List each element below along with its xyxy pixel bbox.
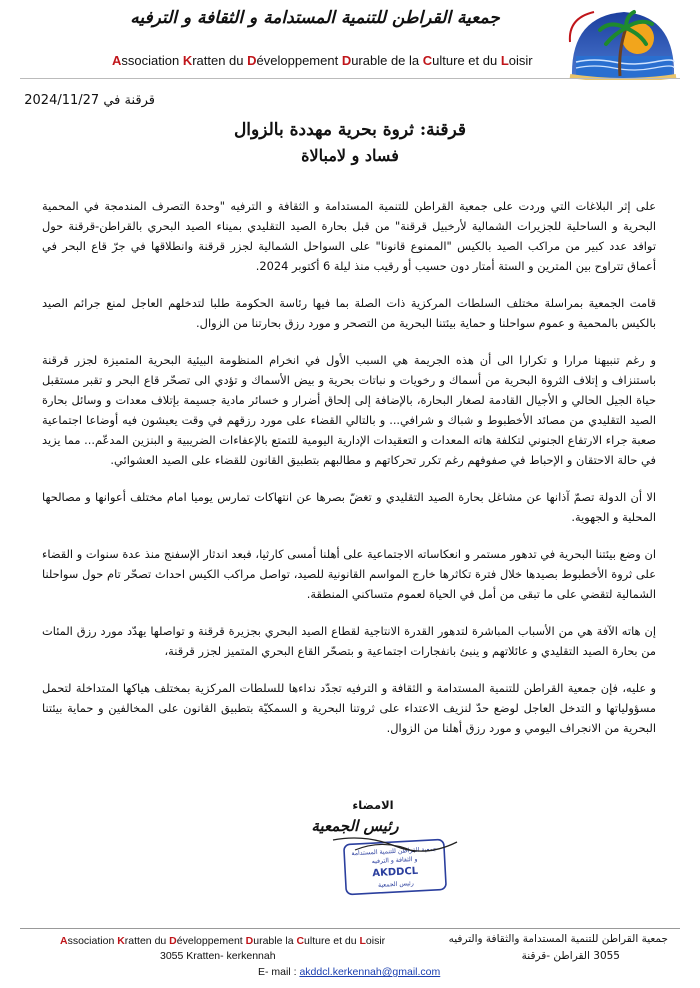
- fr-name-part: Association: [60, 935, 118, 947]
- president-signature: رئيس الجمعية: [311, 817, 399, 835]
- palm-tree-sun-sea-logo-icon: [564, 6, 682, 80]
- fr-name-part: Développement: [247, 53, 342, 68]
- letter-date: قرقنة في 2024/11/27: [24, 93, 155, 108]
- body-paragraph: ان وضع بيئتنا البحرية في تدهور مستمر و انعكاساته الاجتماعية على أهلنا أمسى كارثيا، فبعد اندثار الإسفنج منذ عدة سنوات و القضاء على ثروة الأخطبوط بصيدها خلال فترة تكاثرها خارج المواسم القانونية للصيد، تواصل مراكب الكيس احداث تصحّر تام حول سواحلنا الشمالية لتقضي على ما تبقى من أمل في الحياة لعموم متساكني المنطقة.: [42, 547, 656, 601]
- footer-email: [258, 966, 440, 978]
- body-paragraph: إن هاته الآفة هي من الأسباب المباشرة لتدهور القدرة الانتاجية لقطاع الصيد البحري بجزيرة قرقنة و تواصلها يهدّد مورد رزق المئات من بحارة الصيد التقليدي و عائلاتهم و ينبئ بانفجارات اجتماعية و بتصحّر القاع البحري المتميز لجزر قرقنة،: [42, 624, 656, 658]
- signature-label: الامضاء: [352, 798, 394, 812]
- letter-subtitle: فساد و لامبالاة: [301, 146, 399, 165]
- fr-name-part: Développement: [169, 935, 246, 947]
- body-paragraph: قامت الجمعية بمراسلة مختلف السلطات المركزية ذات الصلة بما فيها رئاسة الحكومة طلبا لتدخلهم العاجل لمنع جرائم الصيد بالكيس بالمحمية و عموم سواحلنا و حماية بيئتنا البحرية من التصحر و مورد رزق بحارتنا من الزوال.: [42, 296, 656, 330]
- footer-divider: [20, 928, 680, 929]
- stamp-line-3: رئيس الجمعية: [377, 880, 414, 889]
- fr-name-part: Durable la: [245, 935, 297, 947]
- association-arabic-name: جمعية القراطن للتنمية المستدامة و الثقافة و الترفيه: [130, 8, 500, 28]
- body-paragraph: الا أن الدولة تصمّ آذانها عن مشاغل بحارة الصيد التقليدي و تغضّ بصرها عن انتهاكات تمارس يوميا امام مختلف أعوانها و مصالحها المحلية و الجهوية.: [42, 490, 656, 524]
- header-divider: [20, 78, 680, 79]
- body-paragraph: على إثر البلاغات التي وردت على جمعية القراطن للتنمية المستدامة و الثقافة و الترفيه "وحدة التصرف المندمجة في المحمية البحرية و الساحلية للجزيرات الشمالية لأرخبيل قرقنة" من قبل بحارة الصيد التقليدي بميناء الصيد البحري بالقراطن-قرقنة حول توافد عدد كبير من مراكب الصيد بالكيس "الممنوع قانونا" على السواحل الشمالية لجزر قرقنة وانطلاقها في جرّ قاع البحر في أعماق تتراوح بين المترين و الستة أمتار دون حسيب أو رقيب منذ ليلة 6 أكتوبر 2024.: [42, 199, 656, 273]
- letterhead: [0, 0, 700, 78]
- footer-french-name: [60, 935, 385, 947]
- fr-name-part: Culture et du: [422, 53, 501, 68]
- association-stamp-icon: [325, 836, 465, 896]
- stamp-line-2: و الثقافة و الترفيه: [371, 855, 418, 866]
- letter-body: [42, 196, 656, 755]
- body-paragraph: و رغم تنبيهنا مرارا و تكرارا الى أن هذه الجريمة هي السبب الأول في انخرام المنظومة البيئية البحرية المتميزة لجزر قرقنة باستنزاف و إتلاف الثروة البحرية من أسماك و رخويات و نباتات بحرية و بيض الأسماك و تؤدي الى تصحّر قاع البحر و تقبر مستقبل حياة الجيل الحالي و الأجيال القادمة لصغار البحارة، بالإضافة إلى إلحاق أضرار و خسائر مادية جسيمة بإتلاف معدات و وسائل بحارة الصيد التقليدي من مصائد الأخطبوط و شباك و شرافي... و بالتالي القضاء على مورد رزقهم في وقت يعيشون فيه أوضاعا اجتماعية صعبة جراء الارتفاع الجنوني لتكلفة هاته المعدات و التعقيدات الإدارية اليومية للتمتع بالإعفاءات الضريبية و البنزين المدعّم... مما يزيد في حالة الاحتقان و الإحباط في صفوفهم رغم تكرر تحركاتهم و مطالبهم بتطبيق القانون للقضاء على الصيد العشوائي.: [42, 353, 656, 467]
- email-label: E- mail :: [258, 966, 297, 978]
- fr-name-part: Durable de la: [341, 53, 423, 68]
- fr-name-part: Kratten du: [117, 935, 170, 947]
- footer-arabic-address: 3055 القراطن -قرقنة: [521, 950, 620, 962]
- fr-name-part: Culture et du: [296, 935, 360, 947]
- letter-title: قرقنة: ثروة بحرية مهددة بالزوال: [233, 120, 467, 140]
- fr-name-part: Kratten du: [182, 53, 248, 68]
- stamp-acronym: AKDDCL: [372, 865, 419, 880]
- footer-french-address: 3055 Kratten- kerkennah: [160, 950, 276, 962]
- fr-name-part: Association: [112, 53, 183, 68]
- association-french-name: [112, 53, 552, 68]
- fr-name-part: Loisir: [500, 53, 533, 68]
- stamp-line-1: جمعية القراطن للتنمية المستدامة: [351, 845, 438, 858]
- body-paragraph: و عليه، فإن جمعية القراطن للتنمية المستدامة و الثقافة و الترفيه تجدّد نداءها للسلطات المركزية بمختلف هياكها المتداخلة لتحمل مسؤولياتها و التدخل العاجل لوضع حدّ لنزيف الاعتداء على ثروتنا البحرية و السمكيّة بتطبيق القانون على المخالفين و حماية بيئتنا البحرية من الانجراف اليومي و مورد رزق أهلنا من الزوال.: [42, 681, 656, 735]
- email-link[interactable]: akddcl.kerkennah@gmail.com: [299, 966, 441, 978]
- fr-name-part: Loisir: [359, 935, 386, 947]
- footer-arabic-name: جمعية القراطن للتنمية المستدامة والثقافة والترفيه: [448, 933, 668, 945]
